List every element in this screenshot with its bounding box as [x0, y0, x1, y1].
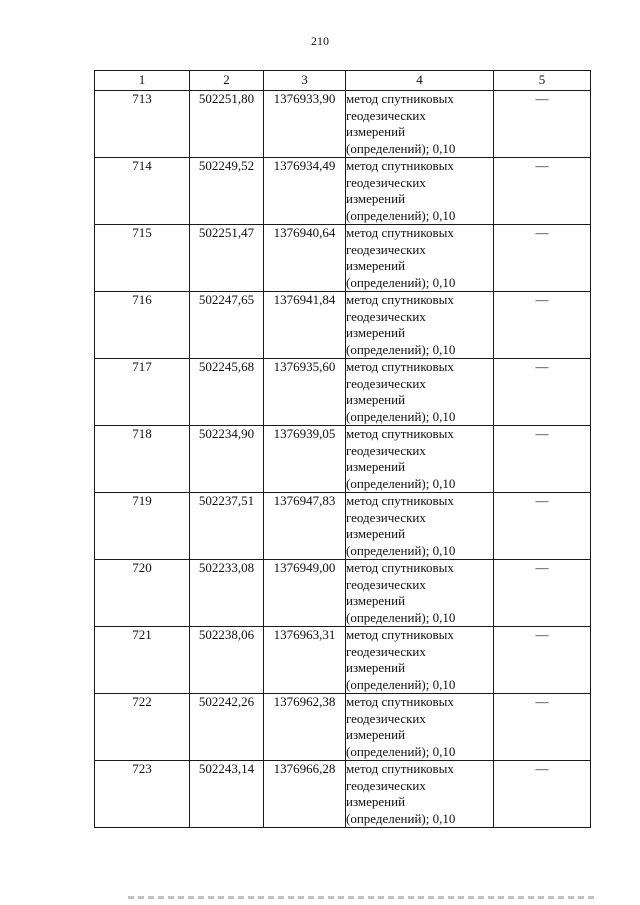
y-coordinate-cell: 1376962,38: [264, 694, 346, 761]
method-line: геодезических: [346, 174, 426, 190]
method-cell: [346, 560, 494, 627]
method-line: измерений: [346, 325, 406, 340]
method-line: (определений); 0,10: [346, 810, 456, 826]
method-line: (определений); 0,10: [346, 341, 456, 357]
note-cell: —: [494, 694, 591, 761]
method-line: метод спутниковых: [346, 225, 454, 240]
table-row: [95, 91, 591, 158]
note-cell: —: [494, 158, 591, 225]
y-coordinate-cell: 1376940,64: [264, 225, 346, 292]
table-body: [95, 91, 591, 828]
x-coordinate-cell: 502243,14: [190, 761, 264, 828]
point-number-cell: 713: [95, 91, 190, 158]
method-line: геодезических: [346, 509, 426, 525]
y-coordinate-cell: 1376939,05: [264, 426, 346, 493]
point-number-cell: 715: [95, 225, 190, 292]
header-col-4: 4: [346, 71, 494, 91]
point-number-cell: 719: [95, 493, 190, 560]
header-col-2: 2: [190, 71, 264, 91]
method-line: метод спутниковых: [346, 761, 454, 776]
table-row: [95, 292, 591, 359]
method-line: (определений); 0,10: [346, 140, 456, 156]
method-line: метод спутниковых: [346, 627, 454, 642]
x-coordinate-cell: 502245,68: [190, 359, 264, 426]
method-line: метод спутниковых: [346, 493, 454, 508]
method-line: (определений); 0,10: [346, 542, 456, 558]
table-row: [95, 359, 591, 426]
method-line: измерений: [346, 727, 406, 742]
method-cell: [346, 225, 494, 292]
table-row: [95, 627, 591, 694]
method-line: измерений: [346, 526, 406, 541]
y-coordinate-cell: 1376949,00: [264, 560, 346, 627]
note-cell: —: [494, 560, 591, 627]
method-line: измерений: [346, 593, 406, 608]
method-cell: [346, 426, 494, 493]
method-line: измерений: [346, 191, 406, 206]
y-coordinate-cell: 1376941,84: [264, 292, 346, 359]
table-row: [95, 761, 591, 828]
method-line: измерений: [346, 459, 406, 474]
page-number: 210: [311, 34, 329, 48]
point-number-cell: 714: [95, 158, 190, 225]
method-line: измерений: [346, 124, 406, 139]
method-line: метод спутниковых: [346, 91, 454, 106]
method-cell: [346, 694, 494, 761]
method-line: измерений: [346, 794, 406, 809]
method-line: (определений); 0,10: [346, 207, 456, 223]
point-number-cell: 718: [95, 426, 190, 493]
method-line: измерений: [346, 258, 406, 273]
footer-scan-noise: [128, 896, 598, 899]
method-line: геодезических: [346, 643, 426, 659]
method-line: метод спутниковых: [346, 560, 454, 575]
header-col-1: 1: [95, 71, 190, 91]
method-cell: [346, 493, 494, 560]
x-coordinate-cell: 502233,08: [190, 560, 264, 627]
table-row: [95, 426, 591, 493]
y-coordinate-cell: 1376963,31: [264, 627, 346, 694]
note-cell: —: [494, 627, 591, 694]
header-col-5: 5: [494, 71, 591, 91]
point-number-cell: 717: [95, 359, 190, 426]
x-coordinate-cell: 502251,80: [190, 91, 264, 158]
method-line: метод спутниковых: [346, 359, 454, 374]
coordinates-table: [94, 70, 591, 828]
method-cell: [346, 627, 494, 694]
method-cell: [346, 761, 494, 828]
method-line: (определений); 0,10: [346, 274, 456, 290]
y-coordinate-cell: 1376947,83: [264, 493, 346, 560]
table-row: [95, 493, 591, 560]
note-cell: —: [494, 761, 591, 828]
note-cell: —: [494, 91, 591, 158]
x-coordinate-cell: 502234,90: [190, 426, 264, 493]
table-row: [95, 560, 591, 627]
table-header-row: [95, 71, 591, 91]
method-cell: [346, 158, 494, 225]
method-line: измерений: [346, 392, 406, 407]
method-cell: [346, 91, 494, 158]
table-row: [95, 694, 591, 761]
y-coordinate-cell: 1376934,49: [264, 158, 346, 225]
table-row: [95, 158, 591, 225]
point-number-cell: 716: [95, 292, 190, 359]
method-line: измерений: [346, 660, 406, 675]
method-line: метод спутниковых: [346, 292, 454, 307]
y-coordinate-cell: 1376933,90: [264, 91, 346, 158]
method-line: геодезических: [346, 576, 426, 592]
method-line: геодезических: [346, 442, 426, 458]
method-line: (определений); 0,10: [346, 609, 456, 625]
method-line: метод спутниковых: [346, 158, 454, 173]
x-coordinate-cell: 502242,26: [190, 694, 264, 761]
method-line: геодезических: [346, 308, 426, 324]
method-cell: [346, 292, 494, 359]
method-line: (определений); 0,10: [346, 743, 456, 759]
method-line: геодезических: [346, 107, 426, 123]
note-cell: —: [494, 292, 591, 359]
method-line: метод спутниковых: [346, 694, 454, 709]
note-cell: —: [494, 493, 591, 560]
method-line: метод спутниковых: [346, 426, 454, 441]
x-coordinate-cell: 502237,51: [190, 493, 264, 560]
method-line: геодезических: [346, 375, 426, 391]
method-line: геодезических: [346, 241, 426, 257]
header-col-3: 3: [264, 71, 346, 91]
x-coordinate-cell: 502238,06: [190, 627, 264, 694]
point-number-cell: 722: [95, 694, 190, 761]
point-number-cell: 720: [95, 560, 190, 627]
x-coordinate-cell: 502251,47: [190, 225, 264, 292]
method-cell: [346, 359, 494, 426]
method-line: геодезических: [346, 777, 426, 793]
y-coordinate-cell: 1376966,28: [264, 761, 346, 828]
method-line: (определений); 0,10: [346, 475, 456, 491]
method-line: геодезических: [346, 710, 426, 726]
note-cell: —: [494, 359, 591, 426]
note-cell: —: [494, 426, 591, 493]
x-coordinate-cell: 502247,65: [190, 292, 264, 359]
method-line: (определений); 0,10: [346, 676, 456, 692]
x-coordinate-cell: 502249,52: [190, 158, 264, 225]
table-row: [95, 225, 591, 292]
point-number-cell: 721: [95, 627, 190, 694]
point-number-cell: 723: [95, 761, 190, 828]
method-line: (определений); 0,10: [346, 408, 456, 424]
y-coordinate-cell: 1376935,60: [264, 359, 346, 426]
note-cell: —: [494, 225, 591, 292]
